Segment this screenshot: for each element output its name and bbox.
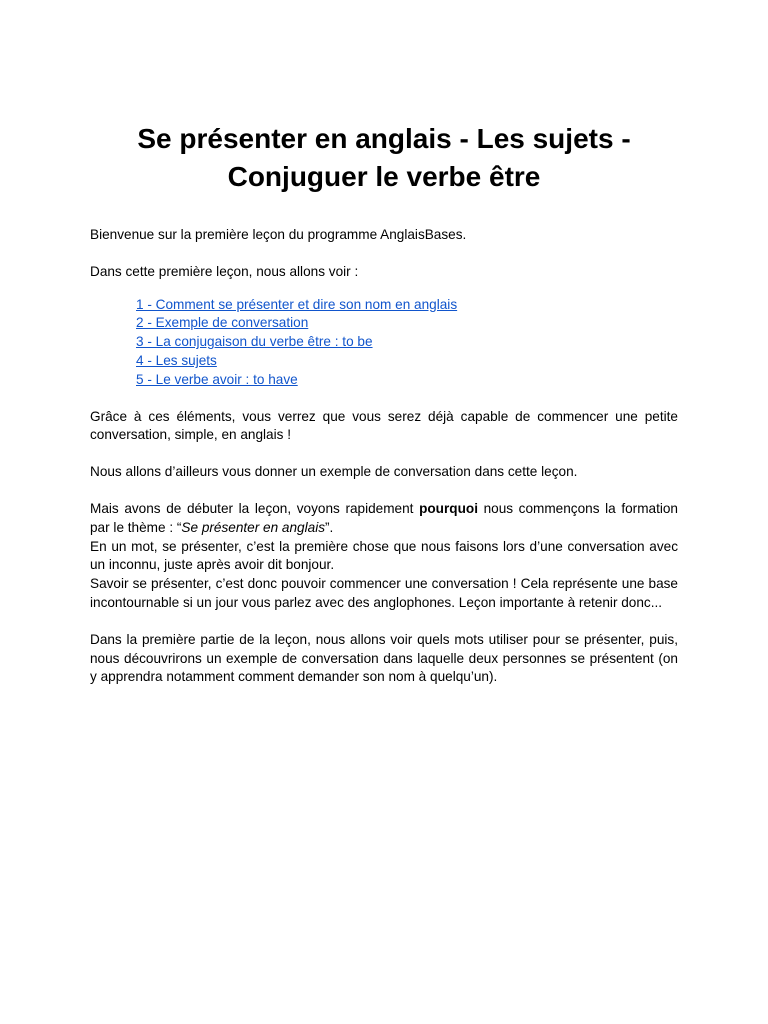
- title-line-1: Se présenter en anglais - Les sujets -: [137, 123, 631, 154]
- toc-item: [136, 371, 678, 390]
- toc-item: [136, 352, 678, 371]
- paragraph-en-un-mot: En un mot, se présenter, c’est la première chose que nous faisons lors d’une conversation avec un inconnu, juste après avoir dit bonjour.: [90, 538, 678, 573]
- toc-link-4[interactable]: 4 - Les sujets: [136, 352, 217, 368]
- toc-item: [136, 296, 678, 315]
- toc-item: [136, 333, 678, 352]
- toc-link-3[interactable]: 3 - La conjugaison du verbe être : to be: [136, 334, 373, 350]
- title-line-2: Conjuguer le verbe être: [227, 161, 541, 192]
- text-span: ”.: [325, 519, 334, 535]
- toc-link-5[interactable]: 5 - Le verbe avoir : to have: [136, 371, 298, 387]
- italic-theme: Se présenter en anglais: [181, 519, 326, 535]
- text-span: nous commençons la formation par le thème : “: [90, 500, 678, 535]
- toc-link-2[interactable]: 2 - Exemple de conversation: [136, 315, 309, 331]
- table-of-contents: [90, 296, 678, 390]
- text-span: Mais avons de débuter la leçon, voyons rapidement: [90, 500, 420, 516]
- page-title: [90, 120, 678, 196]
- paragraph-exemple: Nous allons d’ailleurs vous donner un exemple de conversation dans cette leçon.: [90, 464, 578, 480]
- toc-intro: Dans cette première leçon, nous allons voir :: [90, 263, 359, 279]
- paragraph-premiere-partie: Dans la première partie de la leçon, nous allons voir quels mots utiliser pour se présenter, puis, nous découvrirons un exemple de conversation dans laquelle deux personnes se présentent (on y apprendra notamment comment demander son nom à quelqu’un).: [90, 631, 678, 685]
- paragraph-grace: Grâce à ces éléments, vous verrez que vous serez déjà capable de commencer une petite conversation, simple, en anglais !: [90, 408, 678, 443]
- bold-pourquoi: pourquoi: [419, 500, 478, 516]
- toc-item: [136, 314, 678, 333]
- intro-paragraph: Bienvenue sur la première leçon du programme AnglaisBases.: [90, 227, 467, 242]
- paragraph-pourquoi: [90, 500, 678, 538]
- toc-link-1[interactable]: 1 - Comment se présenter et dire son nom en anglais: [136, 296, 458, 312]
- paragraph-savoir: Savoir se présenter, c’est donc pouvoir commencer une conversation ! Cela représente une base incontournable si un jour vous parlez avec des anglophones. Leçon importante à retenir donc...: [90, 576, 678, 610]
